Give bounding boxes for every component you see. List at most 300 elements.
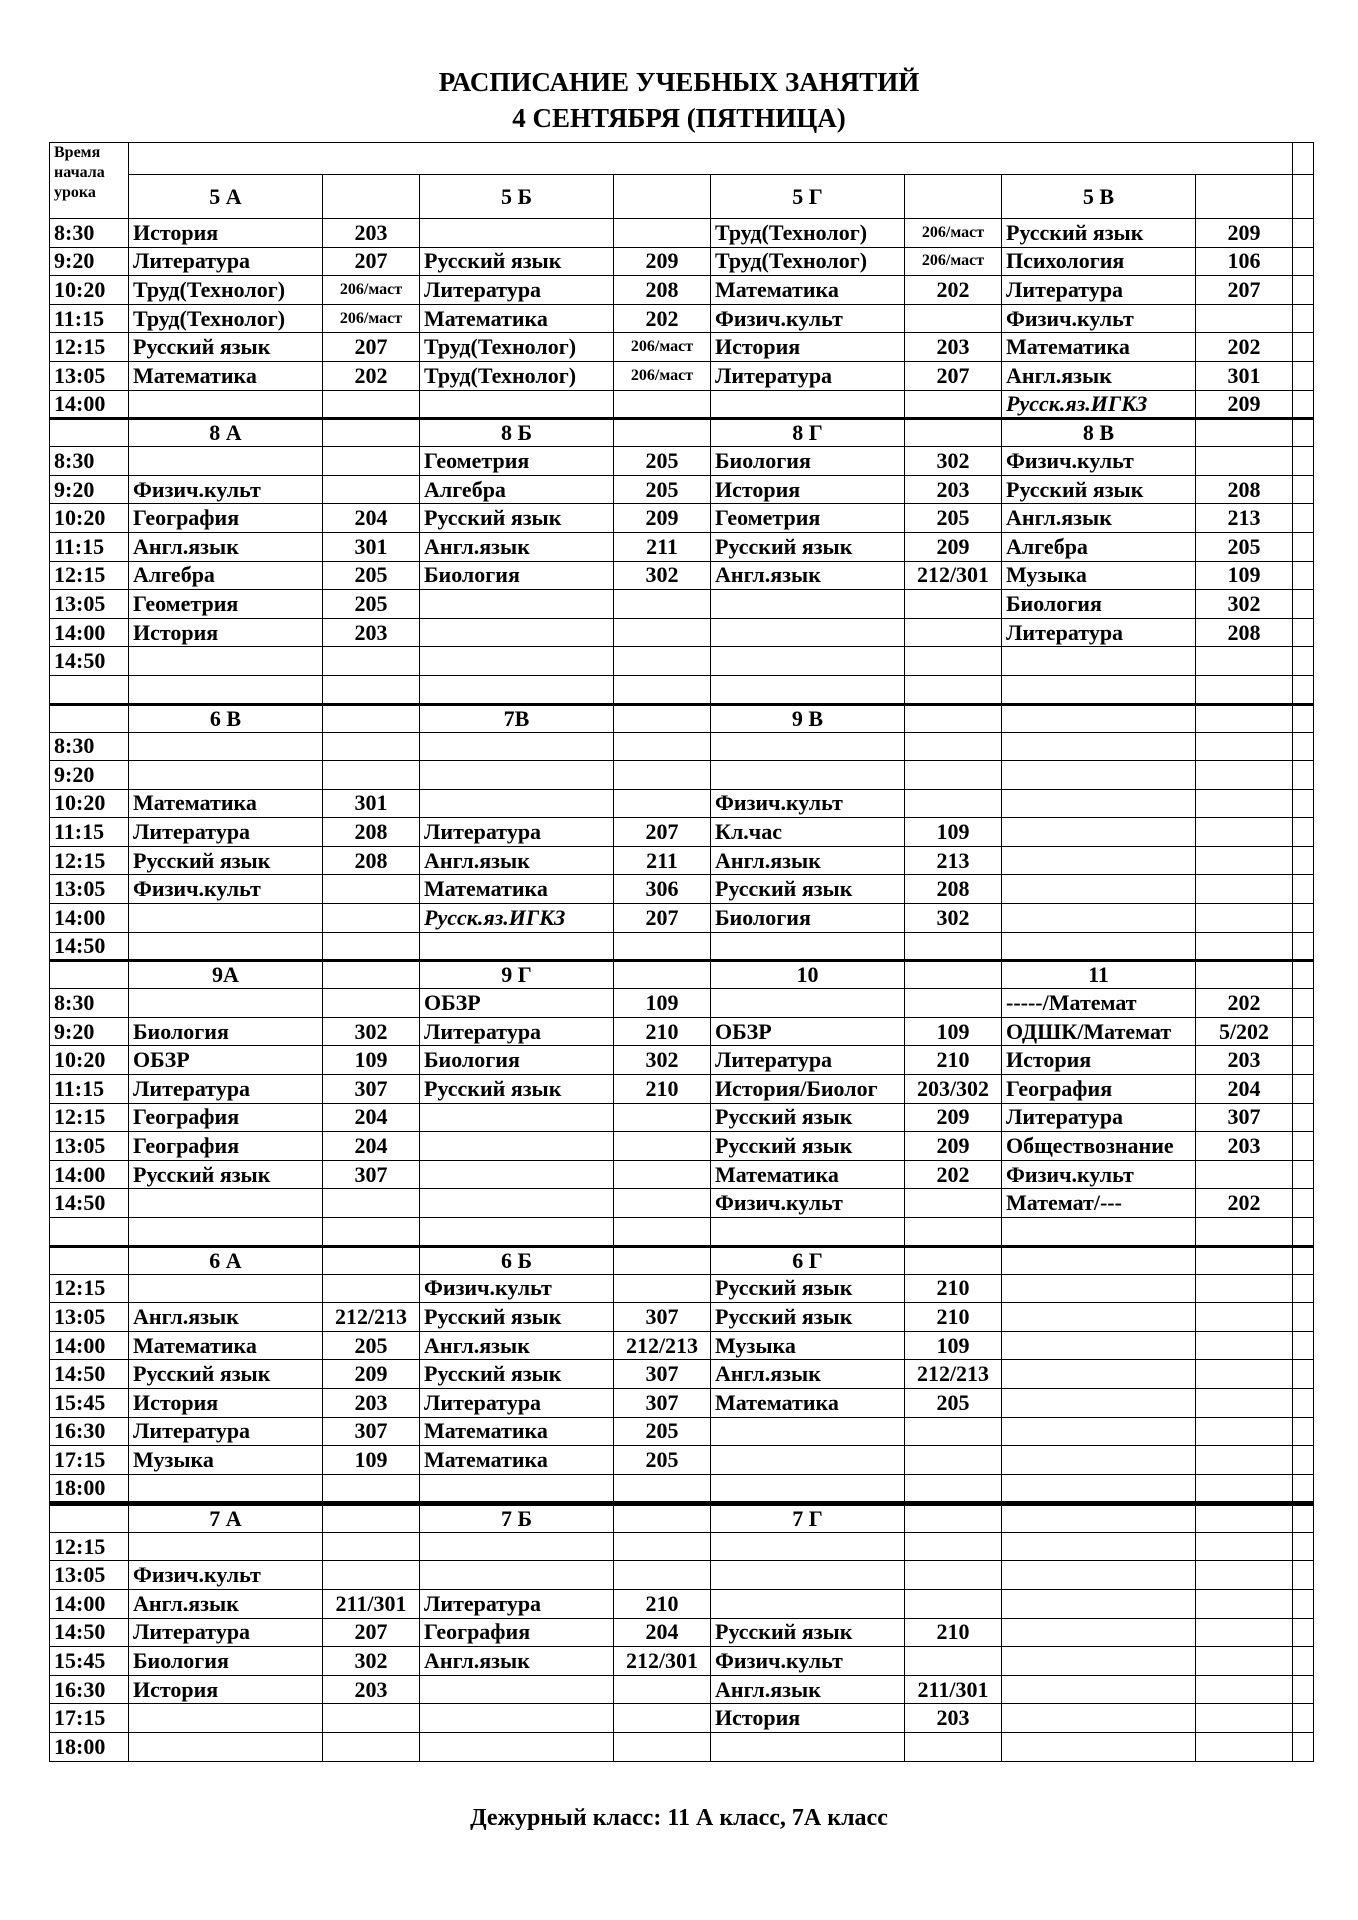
right-edge-cell (1293, 1704, 1314, 1733)
subject-cell: Русский язык (129, 846, 323, 875)
subject-cell: Математика (129, 361, 323, 390)
lesson-row (50, 1017, 1314, 1046)
room-cell: 203 (323, 1675, 420, 1704)
lesson-row (50, 1532, 1314, 1561)
subject-cell (1002, 932, 1196, 961)
room-cell (614, 1532, 711, 1561)
subject-cell: Математика (711, 1160, 905, 1189)
subject-cell (420, 618, 614, 647)
lesson-row (50, 1417, 1314, 1446)
subject-cell (420, 1532, 614, 1561)
subject-cell (420, 1218, 614, 1247)
room-cell (323, 989, 420, 1018)
right-edge-cell (1293, 932, 1314, 961)
subject-cell (129, 1189, 323, 1218)
room-header-empty (614, 1246, 711, 1274)
subject-cell (711, 675, 905, 704)
subject-cell (129, 1532, 323, 1561)
subject-cell: Труд(Технолог) (711, 247, 905, 276)
room-cell: 205 (614, 1446, 711, 1475)
subject-cell (129, 390, 323, 419)
lesson-start-time: 17:15 (50, 1446, 129, 1475)
lesson-row (50, 447, 1314, 476)
room-cell: 205 (323, 590, 420, 619)
room-cell (1196, 1532, 1293, 1561)
subject-cell (420, 732, 614, 761)
subject-cell (1002, 1704, 1196, 1733)
subject-cell (129, 904, 323, 933)
subject-cell: Математика (711, 276, 905, 305)
class-name-header: 8 Г (711, 419, 905, 447)
subject-cell: Алгебра (129, 561, 323, 590)
subject-cell (420, 219, 614, 248)
lesson-start-time: 13:05 (50, 1561, 129, 1590)
right-edge-cell (1293, 1732, 1314, 1761)
lesson-row (50, 1046, 1314, 1075)
room-header-empty (323, 961, 420, 989)
room-cell (614, 1732, 711, 1761)
room-cell: 211 (614, 846, 711, 875)
room-header-empty (323, 175, 420, 219)
room-cell (614, 1160, 711, 1189)
right-edge-cell (1293, 1017, 1314, 1046)
subject-cell: История (129, 1675, 323, 1704)
room-cell (323, 932, 420, 961)
room-cell (1196, 904, 1293, 933)
lesson-start-time: 18:00 (50, 1474, 129, 1503)
lesson-start-time: 14:00 (50, 904, 129, 933)
subject-cell (711, 1532, 905, 1561)
room-cell: 213 (1196, 504, 1293, 533)
room-cell (1196, 675, 1293, 704)
subject-cell (420, 789, 614, 818)
class-name-header: 6 А (129, 1246, 323, 1274)
subject-cell: Труд(Технолог) (129, 304, 323, 333)
room-cell (1196, 1417, 1293, 1446)
subject-cell: История (1002, 1046, 1196, 1075)
subject-cell: Труд(Технолог) (420, 361, 614, 390)
room-cell (614, 675, 711, 704)
subject-cell: Русский язык (420, 1075, 614, 1104)
subject-cell: Алгебра (420, 475, 614, 504)
room-cell: 206/маст (614, 361, 711, 390)
right-edge-cell (1293, 732, 1314, 761)
lesson-start-time: 18:00 (50, 1732, 129, 1761)
page-title: РАСПИСАНИЕ УЧЕБНЫХ ЗАНЯТИЙ (438, 67, 920, 97)
right-edge-cell (1293, 1360, 1314, 1389)
lesson-row (50, 818, 1314, 847)
subject-cell: Литература (420, 276, 614, 305)
room-header-empty (1196, 175, 1293, 219)
lesson-row (50, 504, 1314, 533)
subject-cell: Литература (129, 1075, 323, 1104)
room-cell (905, 1561, 1002, 1590)
room-cell (323, 647, 420, 676)
class-name-header: 10 (711, 961, 905, 989)
room-cell: 302 (323, 1017, 420, 1046)
lesson-start-time: 11:15 (50, 304, 129, 333)
room-cell: 205 (614, 475, 711, 504)
room-cell (1196, 732, 1293, 761)
room-cell (1196, 1704, 1293, 1733)
subject-cell: Русский язык (420, 247, 614, 276)
subject-cell: География (129, 504, 323, 533)
room-cell: 206/маст (614, 333, 711, 362)
subject-cell: Литература (420, 1017, 614, 1046)
subject-cell: История (129, 219, 323, 248)
right-edge-cell (1293, 1417, 1314, 1446)
lesson-start-time: 13:05 (50, 1303, 129, 1332)
subject-cell: Англ.язык (420, 532, 614, 561)
room-cell: 202 (905, 276, 1002, 305)
room-cell: 307 (323, 1417, 420, 1446)
room-cell: 307 (323, 1075, 420, 1104)
subject-cell (129, 1474, 323, 1503)
lesson-row (50, 219, 1314, 248)
room-cell: 205 (323, 1331, 420, 1360)
subject-cell: История (711, 475, 905, 504)
room-cell: 207 (323, 333, 420, 362)
room-cell: 205 (905, 1388, 1002, 1417)
lesson-start-time: 14:00 (50, 618, 129, 647)
right-edge-cell (1293, 561, 1314, 590)
right-edge-cell (1293, 1218, 1314, 1247)
subject-cell (1002, 1218, 1196, 1247)
subject-cell: Русский язык (420, 504, 614, 533)
room-cell: 204 (1196, 1075, 1293, 1104)
room-cell (323, 475, 420, 504)
room-cell: 210 (905, 1274, 1002, 1303)
room-cell (614, 618, 711, 647)
class-name-header: 5 А (129, 175, 323, 219)
subject-cell (1002, 675, 1196, 704)
subject-cell (420, 1160, 614, 1189)
room-cell: 205 (905, 504, 1002, 533)
lesson-row (50, 1331, 1314, 1360)
subject-cell (1002, 1274, 1196, 1303)
subject-cell (1002, 761, 1196, 790)
room-cell (1196, 1647, 1293, 1676)
lesson-row (50, 361, 1314, 390)
room-cell (323, 1218, 420, 1247)
room-header-empty (614, 961, 711, 989)
subject-cell: География (1002, 1075, 1196, 1104)
right-edge-cell (1293, 904, 1314, 933)
time-cell-empty (50, 1246, 129, 1274)
room-cell: 208 (323, 818, 420, 847)
room-header-empty (614, 704, 711, 732)
room-cell: 203 (905, 333, 1002, 362)
right-edge-cell (1293, 1160, 1314, 1189)
subject-cell: Биология (1002, 590, 1196, 619)
room-cell: 203 (905, 1704, 1002, 1733)
subject-cell: Математика (1002, 333, 1196, 362)
subject-cell: Физич.культ (711, 304, 905, 333)
subject-cell: Англ.язык (711, 1360, 905, 1389)
room-cell (323, 904, 420, 933)
subject-cell: Геометрия (711, 504, 905, 533)
lesson-start-time: 12:15 (50, 1274, 129, 1303)
subject-cell: Физич.культ (129, 1561, 323, 1590)
subject-cell: Русский язык (711, 1274, 905, 1303)
subject-cell (711, 1417, 905, 1446)
lesson-start-time: 16:30 (50, 1417, 129, 1446)
lesson-start-time: 14:00 (50, 390, 129, 419)
subject-cell: География (420, 1618, 614, 1647)
subject-cell (1002, 1388, 1196, 1417)
class-name-header: 6 Б (420, 1246, 614, 1274)
room-cell: 209 (614, 504, 711, 533)
subject-cell: Биология (420, 561, 614, 590)
room-cell (614, 732, 711, 761)
right-edge-cell (1293, 1561, 1314, 1590)
subject-cell (1002, 1474, 1196, 1503)
room-cell: 212/213 (323, 1303, 420, 1332)
lesson-start-time: 8:30 (50, 989, 129, 1018)
lesson-start-time: 12:15 (50, 561, 129, 590)
subject-cell: Англ.язык (129, 1303, 323, 1332)
room-cell (614, 932, 711, 961)
lesson-row (50, 333, 1314, 362)
right-edge-cell (1293, 1303, 1314, 1332)
room-cell: 209 (1196, 390, 1293, 419)
right-edge-cell (1293, 475, 1314, 504)
right-edge-cell (1293, 789, 1314, 818)
room-cell (905, 304, 1002, 333)
subject-cell (1002, 647, 1196, 676)
right-edge-cell (1293, 1618, 1314, 1647)
class-name-header (1002, 1503, 1196, 1532)
class-name-header: 6 Г (711, 1246, 905, 1274)
room-cell (614, 1218, 711, 1247)
subject-cell: Англ.язык (711, 1675, 905, 1704)
subject-cell (711, 732, 905, 761)
room-cell: 210 (614, 1589, 711, 1618)
right-edge-cell (1293, 219, 1314, 248)
subject-cell: Математика (420, 875, 614, 904)
subject-cell: Литература (129, 1417, 323, 1446)
right-edge-cell (1293, 447, 1314, 476)
room-cell: 211/301 (323, 1589, 420, 1618)
subject-cell: Литература (129, 247, 323, 276)
lesson-start-time: 12:15 (50, 333, 129, 362)
room-cell: 207 (614, 904, 711, 933)
subject-cell (129, 761, 323, 790)
right-edge-cell (1293, 989, 1314, 1018)
time-column-header: Время начала урока (50, 143, 129, 219)
subject-cell: Труд(Технолог) (711, 219, 905, 248)
room-cell (1196, 1474, 1293, 1503)
room-cell: 206/маст (323, 276, 420, 305)
subject-cell (129, 1732, 323, 1761)
room-cell: 203 (323, 219, 420, 248)
room-cell: 210 (905, 1618, 1002, 1647)
lesson-start-time: 14:00 (50, 1589, 129, 1618)
right-edge-cell (1293, 1274, 1314, 1303)
room-cell: 301 (323, 789, 420, 818)
class-name-header: 11 (1002, 961, 1196, 989)
subject-cell: Труд(Технолог) (420, 333, 614, 362)
room-cell: 206/маст (905, 247, 1002, 276)
right-edge-cell (1293, 1647, 1314, 1676)
room-cell: 210 (905, 1303, 1002, 1332)
subject-cell (129, 1274, 323, 1303)
room-cell: 209 (905, 532, 1002, 561)
subject-cell: Литература (711, 361, 905, 390)
room-cell: 307 (614, 1360, 711, 1389)
subject-cell: ОБЗР (711, 1017, 905, 1046)
class-name-header: 7 Г (711, 1503, 905, 1532)
room-cell: 208 (1196, 618, 1293, 647)
lesson-start-time: 10:20 (50, 789, 129, 818)
subject-cell: Математика (420, 1417, 614, 1446)
class-name-header: 8 Б (420, 419, 614, 447)
lesson-row (50, 732, 1314, 761)
right-edge-cell (1293, 1532, 1314, 1561)
class-name-header: 5 Г (711, 175, 905, 219)
room-cell (323, 875, 420, 904)
subject-cell (711, 989, 905, 1018)
room-cell: 202 (1196, 333, 1293, 362)
subject-cell (1002, 1417, 1196, 1446)
room-header-empty (1196, 704, 1293, 732)
subject-cell: Англ.язык (420, 1331, 614, 1360)
lesson-start-time: 12:15 (50, 1532, 129, 1561)
subject-cell: Музыка (1002, 561, 1196, 590)
subject-cell: История (129, 1388, 323, 1417)
room-header-empty (323, 1503, 420, 1532)
subject-cell (711, 761, 905, 790)
lesson-start-time: 11:15 (50, 1075, 129, 1104)
room-cell: 302 (323, 1647, 420, 1676)
class-header-row (50, 704, 1314, 732)
class-name-header: 5 Б (420, 175, 614, 219)
subject-cell: Математ/--- (1002, 1189, 1196, 1218)
room-cell: 207 (614, 818, 711, 847)
lesson-row (50, 561, 1314, 590)
room-cell: 207 (1196, 276, 1293, 305)
room-cell: 207 (323, 1618, 420, 1647)
room-cell: 203 (1196, 1132, 1293, 1161)
lesson-start-time: 9:20 (50, 475, 129, 504)
lesson-start-time: 14:00 (50, 1331, 129, 1360)
lesson-row (50, 1474, 1314, 1503)
subject-cell: Русский язык (129, 333, 323, 362)
subject-cell: Русский язык (711, 1303, 905, 1332)
room-cell (1196, 1675, 1293, 1704)
room-header-empty (905, 1503, 1002, 1532)
room-cell (323, 675, 420, 704)
room-cell: 204 (323, 1132, 420, 1161)
class-header-row (50, 1246, 1314, 1274)
room-cell: 209 (905, 1132, 1002, 1161)
subject-cell: Биология (129, 1017, 323, 1046)
subject-cell (1002, 1331, 1196, 1360)
subject-cell (1002, 875, 1196, 904)
right-edge-cell (1293, 961, 1314, 989)
lesson-row (50, 1360, 1314, 1389)
lesson-row (50, 1303, 1314, 1332)
lesson-row (50, 1618, 1314, 1647)
subject-cell: Физич.культ (711, 1647, 905, 1676)
room-cell: 209 (614, 247, 711, 276)
room-cell: 109 (905, 1017, 1002, 1046)
duty-class-note: Дежурный класс: 11 А класс, 7А класс (470, 1805, 888, 1831)
right-edge-cell (1293, 1589, 1314, 1618)
subject-cell (1002, 818, 1196, 847)
subject-cell: Англ.язык (711, 561, 905, 590)
subject-cell (420, 1474, 614, 1503)
subject-cell (129, 675, 323, 704)
subject-cell: Математика (129, 789, 323, 818)
lesson-row (50, 1446, 1314, 1475)
subject-cell (1002, 789, 1196, 818)
subject-cell (420, 1675, 614, 1704)
lesson-start-time: 14:50 (50, 647, 129, 676)
subject-cell: ОБЗР (420, 989, 614, 1018)
room-cell: 205 (614, 447, 711, 476)
subject-cell (420, 932, 614, 961)
lesson-row (50, 1732, 1314, 1761)
room-cell (905, 675, 1002, 704)
room-cell: 5/202 (1196, 1017, 1293, 1046)
subject-cell (711, 1218, 905, 1247)
subject-cell (1002, 1360, 1196, 1389)
room-cell: 208 (323, 846, 420, 875)
subject-cell: Физич.культ (1002, 447, 1196, 476)
room-cell (905, 761, 1002, 790)
room-cell (1196, 1446, 1293, 1475)
class-header-row (50, 419, 1314, 447)
room-cell: 212/213 (905, 1360, 1002, 1389)
subject-cell (420, 1561, 614, 1590)
lesson-row (50, 1647, 1314, 1676)
lesson-row (50, 904, 1314, 933)
class-name-header (1002, 704, 1196, 732)
subject-cell (420, 761, 614, 790)
lesson-start-time: 9:20 (50, 761, 129, 790)
subject-cell: Русский язык (420, 1303, 614, 1332)
lesson-start-time: 12:15 (50, 846, 129, 875)
room-cell: 302 (1196, 590, 1293, 619)
subject-cell: Литература (420, 1388, 614, 1417)
lesson-start-time: 8:30 (50, 447, 129, 476)
room-header-empty (905, 704, 1002, 732)
subject-cell (129, 932, 323, 961)
subject-cell (129, 1704, 323, 1733)
room-cell: 307 (614, 1303, 711, 1332)
lesson-row (50, 846, 1314, 875)
right-edge-cell (1293, 704, 1314, 732)
lesson-start-time: 15:45 (50, 1647, 129, 1676)
room-header-empty (323, 1246, 420, 1274)
lesson-start-time: 8:30 (50, 732, 129, 761)
lesson-row (50, 304, 1314, 333)
lesson-start-time: 12:15 (50, 1103, 129, 1132)
subject-cell: Русский язык (711, 1618, 905, 1647)
room-header-empty (323, 704, 420, 732)
subject-cell (420, 1704, 614, 1733)
page-subtitle: 4 СЕНТЯБРЯ (ПЯТНИЦА) (512, 103, 846, 133)
right-edge-cell (1293, 1075, 1314, 1104)
lesson-row (50, 875, 1314, 904)
right-edge-cell (1293, 1446, 1314, 1475)
right-edge-cell (1293, 247, 1314, 276)
subject-cell (1002, 1675, 1196, 1704)
room-cell: 210 (614, 1017, 711, 1046)
lesson-start-time: 16:30 (50, 1675, 129, 1704)
room-header-empty (905, 175, 1002, 219)
